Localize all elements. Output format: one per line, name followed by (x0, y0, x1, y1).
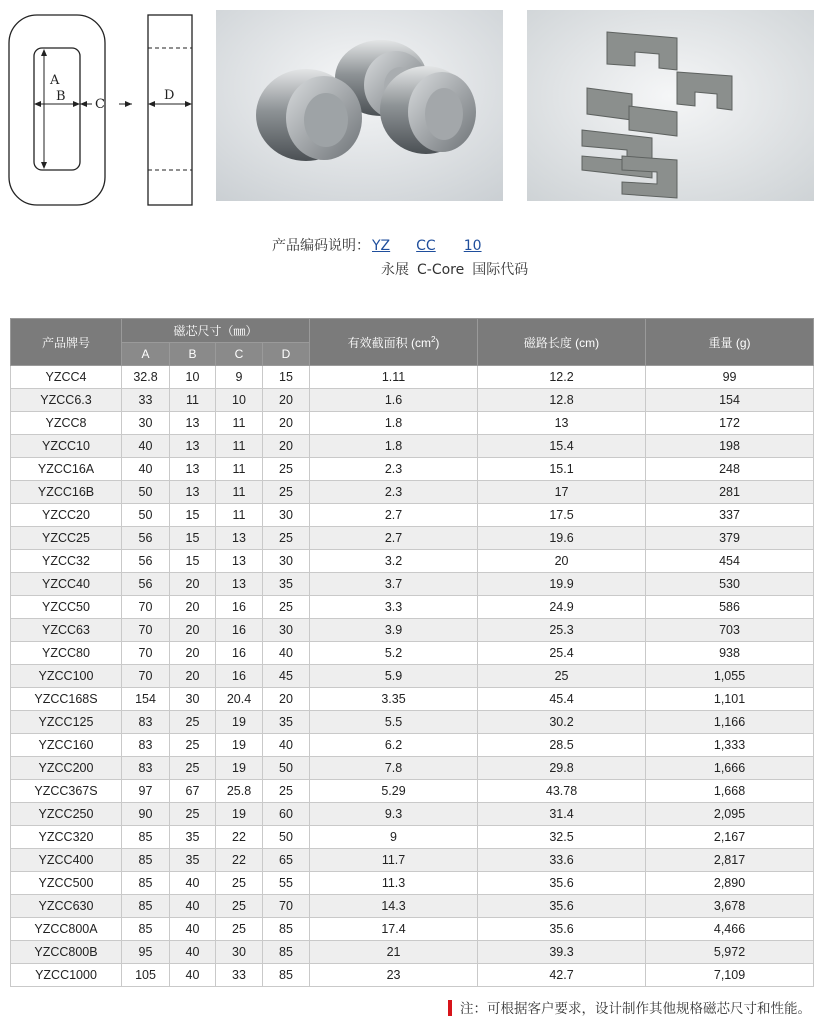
path-length-cell: 19.6 (478, 527, 646, 550)
table-row (11, 803, 814, 826)
path-length-cell: 12.2 (478, 366, 646, 389)
dim-b-cell: 20 (170, 596, 216, 619)
area-cell: 2.7 (310, 527, 478, 550)
area-cell: 2.3 (310, 458, 478, 481)
area-cell: 1.8 (310, 435, 478, 458)
area-cell: 3.9 (310, 619, 478, 642)
area-cell: 2.7 (310, 504, 478, 527)
model-cell: YZCC125 (11, 711, 122, 734)
core-front-view-diagram (8, 12, 112, 208)
table-row (11, 964, 814, 987)
area-cell: 9.3 (310, 803, 478, 826)
dim-b-cell: 67 (170, 780, 216, 803)
path-length-cell: 12.8 (478, 389, 646, 412)
header-dim-a: A (122, 343, 170, 366)
model-cell: YZCC400 (11, 849, 122, 872)
table-row (11, 642, 814, 665)
dim-a-cell: 85 (122, 826, 170, 849)
header-area-close: ) (435, 335, 440, 350)
path-length-cell: 15.4 (478, 435, 646, 458)
dim-a-cell: 85 (122, 918, 170, 941)
dim-c-cell: 25 (216, 895, 263, 918)
core-side-view-diagram (118, 12, 202, 208)
dim-c-cell: 16 (216, 619, 263, 642)
dim-b-cell: 30 (170, 688, 216, 711)
path-length-cell: 25.3 (478, 619, 646, 642)
model-cell: YZCC320 (11, 826, 122, 849)
weight-cell: 379 (646, 527, 814, 550)
weight-cell: 938 (646, 642, 814, 665)
header-area-sup: 2 (430, 334, 436, 344)
dim-b-cell: 40 (170, 872, 216, 895)
path-length-cell: 25.4 (478, 642, 646, 665)
dim-c-cell: 11 (216, 481, 263, 504)
dim-b-cell: 20 (170, 642, 216, 665)
dim-b-cell: 25 (170, 803, 216, 826)
model-cell: YZCC63 (11, 619, 122, 642)
dim-a-cell: 95 (122, 941, 170, 964)
path-length-cell: 45.4 (478, 688, 646, 711)
area-cell: 5.2 (310, 642, 478, 665)
table-row (11, 665, 814, 688)
dim-d-cell: 30 (263, 550, 310, 573)
dim-d-cell: 60 (263, 803, 310, 826)
path-length-cell: 31.4 (478, 803, 646, 826)
dim-b-cell: 40 (170, 941, 216, 964)
area-cell: 3.3 (310, 596, 478, 619)
area-cell: 23 (310, 964, 478, 987)
weight-cell: 7,109 (646, 964, 814, 987)
label-b: B (56, 89, 66, 104)
table-row (11, 389, 814, 412)
weight-cell: 2,167 (646, 826, 814, 849)
dim-b-cell: 15 (170, 527, 216, 550)
code-part-yz[interactable]: YZ (372, 238, 391, 254)
dim-b-cell: 13 (170, 412, 216, 435)
dim-c-cell: 13 (216, 527, 263, 550)
path-length-cell: 13 (478, 412, 646, 435)
dim-a-cell: 83 (122, 757, 170, 780)
model-cell: YZCC250 (11, 803, 122, 826)
table-row (11, 596, 814, 619)
dim-a-cell: 32.8 (122, 366, 170, 389)
dim-d-cell: 25 (263, 458, 310, 481)
model-cell: YZCC800A (11, 918, 122, 941)
dim-a-cell: 56 (122, 550, 170, 573)
model-cell: YZCC1000 (11, 964, 122, 987)
dim-a-cell: 83 (122, 711, 170, 734)
path-length-cell: 35.6 (478, 872, 646, 895)
dim-d-cell: 85 (263, 964, 310, 987)
weight-cell: 198 (646, 435, 814, 458)
code-part-cc[interactable]: CC (416, 238, 436, 254)
weight-cell: 99 (646, 366, 814, 389)
area-cell: 5.29 (310, 780, 478, 803)
path-length-cell: 43.78 (478, 780, 646, 803)
model-cell: YZCC500 (11, 872, 122, 895)
dim-d-cell: 70 (263, 895, 310, 918)
product-code-label: 产品编码说明： (272, 238, 370, 254)
model-cell: YZCC80 (11, 642, 122, 665)
dim-b-cell: 20 (170, 573, 216, 596)
table-row (11, 458, 814, 481)
weight-cell: 1,333 (646, 734, 814, 757)
dim-a-cell: 56 (122, 527, 170, 550)
dim-a-cell: 40 (122, 458, 170, 481)
dim-b-cell: 40 (170, 918, 216, 941)
dim-d-cell: 20 (263, 435, 310, 458)
path-length-cell: 28.5 (478, 734, 646, 757)
header-dim-b: B (170, 343, 216, 366)
table-row (11, 711, 814, 734)
table-row (11, 481, 814, 504)
dim-d-cell: 85 (263, 918, 310, 941)
table-row (11, 412, 814, 435)
code-part-number[interactable]: 10 (463, 238, 482, 254)
table-row (11, 780, 814, 803)
weight-cell: 4,466 (646, 918, 814, 941)
dim-d-cell: 50 (263, 757, 310, 780)
dim-a-cell: 90 (122, 803, 170, 826)
c-core-rings-photo (216, 10, 503, 201)
dim-c-cell: 25 (216, 918, 263, 941)
dim-d-cell: 40 (263, 734, 310, 757)
path-length-cell: 29.8 (478, 757, 646, 780)
dim-c-cell: 30 (216, 941, 263, 964)
dim-a-cell: 70 (122, 642, 170, 665)
dim-c-cell: 25 (216, 872, 263, 895)
path-length-cell: 35.6 (478, 918, 646, 941)
dim-a-cell: 70 (122, 665, 170, 688)
area-cell: 9 (310, 826, 478, 849)
code-desc-type: C-Core (417, 262, 465, 278)
dim-a-cell: 85 (122, 849, 170, 872)
weight-cell: 1,101 (646, 688, 814, 711)
model-cell: YZCC800B (11, 941, 122, 964)
area-cell: 3.7 (310, 573, 478, 596)
model-cell: YZCC25 (11, 527, 122, 550)
note-text: 注：可根据客户要求，设计制作其他规格磁芯尺寸和性能。 (460, 1001, 811, 1017)
dim-a-cell: 97 (122, 780, 170, 803)
area-cell: 11.3 (310, 872, 478, 895)
area-cell: 7.8 (310, 757, 478, 780)
path-length-cell: 32.5 (478, 826, 646, 849)
path-length-cell: 19.9 (478, 573, 646, 596)
table-row (11, 895, 814, 918)
customization-note (448, 997, 811, 1017)
area-cell: 6.2 (310, 734, 478, 757)
header-effective-area (310, 319, 478, 366)
dim-c-cell: 16 (216, 665, 263, 688)
table-row (11, 573, 814, 596)
dim-a-cell: 40 (122, 435, 170, 458)
cut-c-core-pieces-photo (527, 10, 814, 201)
dim-c-cell: 9 (216, 366, 263, 389)
dim-b-cell: 25 (170, 711, 216, 734)
table-row (11, 504, 814, 527)
weight-cell: 281 (646, 481, 814, 504)
table-row (11, 688, 814, 711)
path-length-cell: 17.5 (478, 504, 646, 527)
dim-c-cell: 19 (216, 757, 263, 780)
header-model: 产品牌号 (11, 319, 122, 366)
header-weight: 重量 (g) (646, 319, 814, 366)
model-cell: YZCC32 (11, 550, 122, 573)
dim-d-cell: 45 (263, 665, 310, 688)
dim-a-cell: 85 (122, 872, 170, 895)
code-desc-brand: 永展 (381, 262, 409, 278)
path-length-cell: 20 (478, 550, 646, 573)
dim-c-cell: 22 (216, 849, 263, 872)
dim-d-cell: 20 (263, 688, 310, 711)
model-cell: YZCC40 (11, 573, 122, 596)
table-row (11, 734, 814, 757)
dim-d-cell: 50 (263, 826, 310, 849)
table-row (11, 366, 814, 389)
header-dim-c: C (216, 343, 263, 366)
table-row (11, 619, 814, 642)
model-cell: YZCC367S (11, 780, 122, 803)
table-row (11, 550, 814, 573)
path-length-cell: 30.2 (478, 711, 646, 734)
area-cell: 3.2 (310, 550, 478, 573)
dim-c-cell: 11 (216, 504, 263, 527)
label-c: C (95, 97, 105, 112)
area-cell: 5.5 (310, 711, 478, 734)
area-cell: 1.8 (310, 412, 478, 435)
weight-cell: 1,055 (646, 665, 814, 688)
dim-c-cell: 13 (216, 550, 263, 573)
dim-b-cell: 20 (170, 665, 216, 688)
table-row (11, 435, 814, 458)
weight-cell: 154 (646, 389, 814, 412)
dim-d-cell: 30 (263, 504, 310, 527)
weight-cell: 248 (646, 458, 814, 481)
model-cell: YZCC630 (11, 895, 122, 918)
model-cell: YZCC8 (11, 412, 122, 435)
dim-c-cell: 33 (216, 964, 263, 987)
dim-a-cell: 154 (122, 688, 170, 711)
area-cell: 21 (310, 941, 478, 964)
weight-cell: 2,890 (646, 872, 814, 895)
weight-cell: 3,678 (646, 895, 814, 918)
dim-c-cell: 20.4 (216, 688, 263, 711)
dim-c-cell: 10 (216, 389, 263, 412)
product-code-legend (272, 235, 482, 255)
dim-d-cell: 20 (263, 389, 310, 412)
dim-c-cell: 11 (216, 435, 263, 458)
note-marker (448, 1000, 452, 1016)
dim-b-cell: 35 (170, 826, 216, 849)
weight-cell: 2,817 (646, 849, 814, 872)
model-cell: YZCC200 (11, 757, 122, 780)
path-length-cell: 42.7 (478, 964, 646, 987)
weight-cell: 586 (646, 596, 814, 619)
weight-cell: 172 (646, 412, 814, 435)
dim-b-cell: 40 (170, 964, 216, 987)
weight-cell: 5,972 (646, 941, 814, 964)
path-length-cell: 35.6 (478, 895, 646, 918)
header-path-length: 磁路长度 (cm) (478, 319, 646, 366)
dim-a-cell: 50 (122, 481, 170, 504)
header-dim-d: D (263, 343, 310, 366)
dim-c-cell: 22 (216, 826, 263, 849)
dim-a-cell: 50 (122, 504, 170, 527)
dim-d-cell: 20 (263, 412, 310, 435)
model-cell: YZCC100 (11, 665, 122, 688)
dim-d-cell: 25 (263, 780, 310, 803)
table-row (11, 941, 814, 964)
dim-d-cell: 25 (263, 527, 310, 550)
weight-cell: 1,668 (646, 780, 814, 803)
model-cell: YZCC160 (11, 734, 122, 757)
table-row (11, 527, 814, 550)
dim-a-cell: 70 (122, 596, 170, 619)
weight-cell: 2,095 (646, 803, 814, 826)
spec-table-body (11, 366, 814, 987)
path-length-cell: 15.1 (478, 458, 646, 481)
model-cell: YZCC4 (11, 366, 122, 389)
dim-b-cell: 15 (170, 550, 216, 573)
product-code-description (381, 259, 528, 279)
weight-cell: 1,666 (646, 757, 814, 780)
dim-c-cell: 13 (216, 573, 263, 596)
table-row (11, 872, 814, 895)
dim-a-cell: 105 (122, 964, 170, 987)
area-cell: 1.6 (310, 389, 478, 412)
weight-cell: 703 (646, 619, 814, 642)
area-cell: 14.3 (310, 895, 478, 918)
dim-d-cell: 40 (263, 642, 310, 665)
dim-b-cell: 13 (170, 435, 216, 458)
weight-cell: 530 (646, 573, 814, 596)
model-cell: YZCC16A (11, 458, 122, 481)
dim-c-cell: 16 (216, 642, 263, 665)
dim-c-cell: 16 (216, 596, 263, 619)
dim-d-cell: 25 (263, 596, 310, 619)
table-row (11, 918, 814, 941)
path-length-cell: 33.6 (478, 849, 646, 872)
dim-b-cell: 10 (170, 366, 216, 389)
weight-cell: 454 (646, 550, 814, 573)
dim-c-cell: 11 (216, 458, 263, 481)
dim-b-cell: 25 (170, 757, 216, 780)
area-cell: 17.4 (310, 918, 478, 941)
dim-a-cell: 85 (122, 895, 170, 918)
weight-cell: 1,166 (646, 711, 814, 734)
label-d: D (164, 88, 175, 103)
dim-b-cell: 13 (170, 481, 216, 504)
weight-cell: 337 (646, 504, 814, 527)
dim-d-cell: 35 (263, 573, 310, 596)
area-cell: 11.7 (310, 849, 478, 872)
dim-d-cell: 25 (263, 481, 310, 504)
dim-c-cell: 25.8 (216, 780, 263, 803)
dim-c-cell: 11 (216, 412, 263, 435)
dim-d-cell: 15 (263, 366, 310, 389)
code-desc-size: 国际代码 (472, 262, 529, 278)
table-row (11, 826, 814, 849)
dim-d-cell: 85 (263, 941, 310, 964)
dim-a-cell: 56 (122, 573, 170, 596)
model-cell: YZCC16B (11, 481, 122, 504)
model-cell: YZCC6.3 (11, 389, 122, 412)
area-cell: 2.3 (310, 481, 478, 504)
dim-b-cell: 35 (170, 849, 216, 872)
table-row (11, 849, 814, 872)
c-core-spec-table (10, 318, 814, 987)
table-row (11, 757, 814, 780)
header-dimensions: 磁芯尺寸（㎜） (122, 319, 310, 343)
path-length-cell: 39.3 (478, 941, 646, 964)
model-cell: YZCC168S (11, 688, 122, 711)
dim-d-cell: 55 (263, 872, 310, 895)
dim-a-cell: 30 (122, 412, 170, 435)
path-length-cell: 17 (478, 481, 646, 504)
dim-b-cell: 15 (170, 504, 216, 527)
model-cell: YZCC50 (11, 596, 122, 619)
dim-b-cell: 11 (170, 389, 216, 412)
dim-b-cell: 40 (170, 895, 216, 918)
model-cell: YZCC10 (11, 435, 122, 458)
dim-a-cell: 83 (122, 734, 170, 757)
header-area-text: 有效截面积 (cm (347, 335, 431, 350)
dim-a-cell: 70 (122, 619, 170, 642)
dim-d-cell: 30 (263, 619, 310, 642)
model-cell: YZCC20 (11, 504, 122, 527)
dim-a-cell: 33 (122, 389, 170, 412)
dim-c-cell: 19 (216, 734, 263, 757)
dim-c-cell: 19 (216, 803, 263, 826)
dim-d-cell: 65 (263, 849, 310, 872)
dim-b-cell: 13 (170, 458, 216, 481)
dim-d-cell: 35 (263, 711, 310, 734)
dim-c-cell: 19 (216, 711, 263, 734)
path-length-cell: 24.9 (478, 596, 646, 619)
label-a: A (50, 73, 60, 88)
dim-b-cell: 20 (170, 619, 216, 642)
area-cell: 1.11 (310, 366, 478, 389)
dim-b-cell: 25 (170, 734, 216, 757)
area-cell: 3.35 (310, 688, 478, 711)
area-cell: 5.9 (310, 665, 478, 688)
path-length-cell: 25 (478, 665, 646, 688)
